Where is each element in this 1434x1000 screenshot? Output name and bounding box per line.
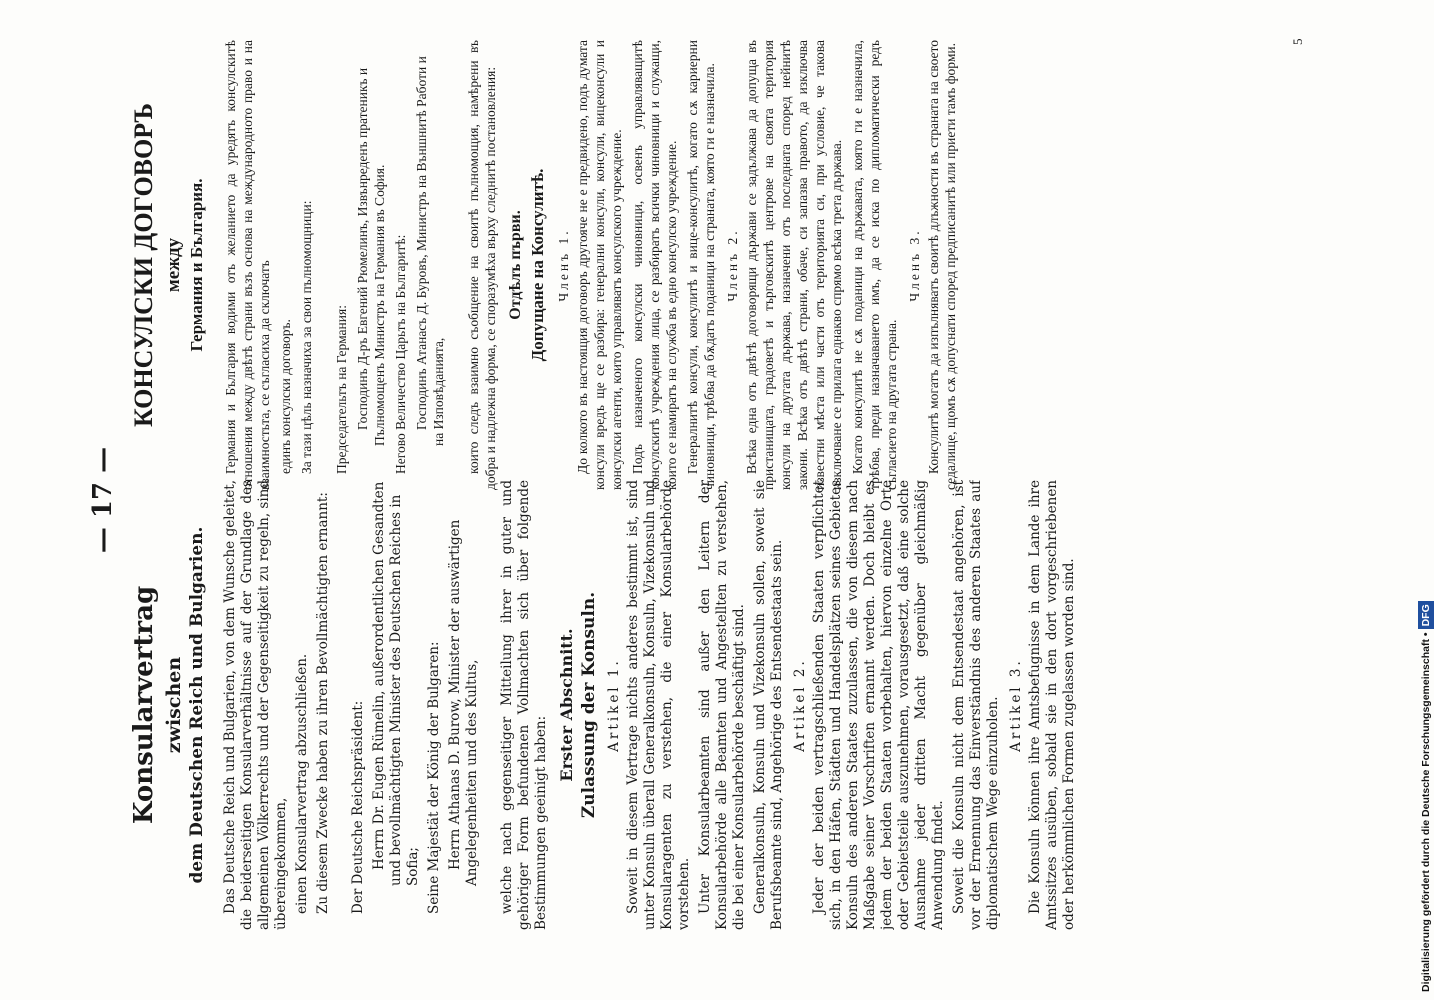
german-title: Konsularvertrag <box>129 585 159 825</box>
bulgarian-party-1-body: Господинъ Д-ръ Евгений Рюмелинъ, Извънреденъ пратеникъ и Пълномощенъ Министръ на Германия въ София. <box>355 67 387 446</box>
german-article-1-paragraph: Unter Konsularbeamten sind außer den Leitern der Konsularbehörde alle Beamten und Angestellten zu verstehen, die bei einer Konsularbehörde beschäftigt sind. <box>697 480 747 930</box>
bulgarian-party-2-head: Негово Величество Царьтъ на Българитѣ: <box>393 234 408 474</box>
german-text-column <box>120 480 1300 930</box>
bulgarian-article-2-paragraph: Всѣка една отъ двѣтѣ договорящи държави се задължава да допуща въ пристанищата, градоветѣ и търговскитѣ центрове на своята територия консули на другата държава, назначени отъ последната според нейнитѣ закони. Всѣка отъ двѣтѣ страни, обаче, си запазва правото, да изключва известни мѣста или части отъ територията си, при условие, че такова изключване се прилага еднакво спрямо всѣка трета държава. <box>744 40 844 490</box>
german-article-2-heading: Artikel 2. <box>792 658 808 752</box>
footer-page-number: 5 <box>1290 38 1305 45</box>
bulgarian-section-subtitle: Допущане на Консулитѣ. <box>528 168 547 362</box>
german-article-1-paragraph: Generalkonsuln, Konsuln und Vizekonsuln sollen, soweit sie Berufsbeamte sind, Angehörige des Entsendestaats sein. <box>752 480 785 930</box>
german-article-3-heading: Artikel 3. <box>1008 658 1024 752</box>
dfg-logo: DFG <box>1418 601 1434 629</box>
german-section-subtitle: Zulassung der Konsuln. <box>579 591 599 819</box>
german-preamble-2: einen Konsularvertrag abzuschließen. <box>294 653 310 914</box>
german-party-1-head: Der Deutsche Reichspräsident: <box>350 700 366 914</box>
bulgarian-article-2-paragraph: Когато консулитѣ не сѫ поданици на държавата, която ги е назначила, трѣбва, преди назначаването имъ, да се иска по дипломатически редъ съгласието на другата страна. <box>850 40 899 490</box>
bulgarian-preamble-3: За тази цѣль назначиха за свои пълномощници: <box>299 200 314 474</box>
bulgarian-text-column <box>120 40 1300 490</box>
german-preamble: Das Deutsche Reich und Bulgarien, von dem Wunsche geleitet, die beiderseitigen Konsularverhältnisse auf der Grundlage des allgemeinen Völkerrechts und der Gegenseitigkeit zu regeln, sind übereingekommen, <box>222 480 289 930</box>
german-article-1-paragraph: Soweit in diesem Vertrage nichts anderes bestimmt ist, sind unter Konsuln überall Generalkonsuln, Konsuln, Vizekonsuln und Konsularagenten zu verstehen, die einer Konsularbehörde vorstehen. <box>625 480 692 930</box>
bulgarian-party-2-body: Господинъ Атанасъ Д. Буровъ, Министръ на Външнитѣ Работи и на Изповѣданията, <box>414 56 446 446</box>
page-number: — 17 — <box>88 446 118 554</box>
bulgarian-title: КОНСУЛСКИ ДОГОВОРЪ <box>129 102 158 428</box>
bulgarian-preamble: Германия и България водими отъ желанието да уредятъ консулскитѣ отношения между двѣтѣ страни възъ основа на международното право и на взаимностьта, се съгласиха да сключатъ <box>223 40 272 490</box>
german-preamble-4: welche nach gegenseitiger Mitteilung ihrer in guter und gehöriger Form befundenen Vollmachten sich über folgende Bestimmungen geeinigt haben: <box>499 480 549 930</box>
german-title-between: zwischen <box>163 656 185 754</box>
bulgarian-article-3-heading: Членъ 3. <box>907 228 922 302</box>
bulgarian-preamble-2: единъ консулски договоръ. <box>278 319 293 474</box>
german-title-parties: dem Deutschen Reich und Bulgarien. <box>187 526 207 884</box>
german-party-1-body: Herrn Dr. Eugen Rümelin, außerordentlichen Gesandten und bevollmächtigten Minister des Deutschen Reiches in Sofia; <box>371 481 421 886</box>
bulgarian-title-between: между <box>163 237 184 293</box>
bulgarian-article-1-paragraph: Подъ назначеного консулски чиновници, освенъ управляващитѣ консулскитѣ учреждения лица, се разбиратъ всички чиновници и служащи, които се намиратъ на служба въ едно консулско учреждение. <box>630 40 679 490</box>
german-article-2-paragraph: Jeder der beiden vertragschließenden Staaten verpflichtet sich, in den Häfen, Städten und Handelsplätzen seines Gebietes Konsuln des anderen Staates zuzulassen, die von diesem nach Maßgabe seiner Vorschriften ernannt werden. Doch bleibt es jedem der beiden Staaten vorbehalten, hiervon einzelne Orte oder Gebietsteile auszunehmen, vorausgesetzt, daß eine solche Ausnahme jeder dritten Macht gegenüber gleichmäßig Anwendung findet. <box>811 480 946 930</box>
bulgarian-section-title: Отдѣлъ първи. <box>507 210 524 320</box>
german-article-1-heading: Artikel 1. <box>606 658 622 752</box>
german-party-2-body: Herrn Athanas D. Burow, Minister der auswärtigen Angelegenheiten und des Kultus, <box>447 519 480 886</box>
bulgarian-article-3-paragraph: Консулитѣ могатъ да изпълняватъ своитѣ длъжности въ страната на своето седалище, щомъ сѫ допуснати според предписанитѣ или приети тамъ форми. <box>926 40 958 490</box>
bulgarian-article-1-paragraph: Генералнитѣ консули, консулитѣ и вице-консулитѣ, когато сѫ кариерни чиновници, трѣбва да бѫдатъ поданици на страната, която ги е назначила. <box>685 40 717 490</box>
german-party-2-head: Seine Majestät der König der Bulgaren: <box>426 641 442 914</box>
digitization-credit-text: Digitalisierung gefördert durch die Deutsche Forschungsgemeinschaft • <box>1420 632 1432 992</box>
german-section-title: Erster Abschnitt. <box>557 628 576 782</box>
german-article-2-paragraph: Soweit die Konsuln nicht dem Entsendestaat angehören, ist vor der Ernennung das Einverständnis des anderen Staates auf diplomatischem Wege einzuholen. <box>951 480 1001 930</box>
bulgarian-preamble-4: които следъ взаимно съобщение на своитѣ пълномощия, намѣрени въ добра и надлежна форма, се споразумѣха върху следнитѣ постановления: <box>466 40 498 490</box>
digitization-credit <box>1418 8 1434 992</box>
bulgarian-title-parties: Германия и България. <box>187 178 206 352</box>
bulgarian-article-1-heading: Членъ 1. <box>556 228 571 302</box>
german-article-3-paragraph: Die Konsuln können ihre Amtsbefugnisse in dem Lande ihre Amtssitzes ausüben, sobald sie in den dort vorgeschriebenen oder herkömmlichen Formen zugelassen worden sind. <box>1027 480 1077 930</box>
bulgarian-article-1-paragraph: До колкото въ настоящия договоръ другояче не е предвидено, подъ думата консули вредъ ще се разбира: генерални консули, консули, вицеконсули и консулски агенти, които управляватъ консулского учреждение. <box>575 40 624 490</box>
german-preamble-3: Zu diesem Zwecke haben zu ihren Bevollmächtigten ernannt: <box>315 492 331 914</box>
bulgarian-party-1-head: Председательтъ на Германия: <box>334 305 349 474</box>
bulgarian-article-2-heading: Членъ 2. <box>725 228 740 302</box>
